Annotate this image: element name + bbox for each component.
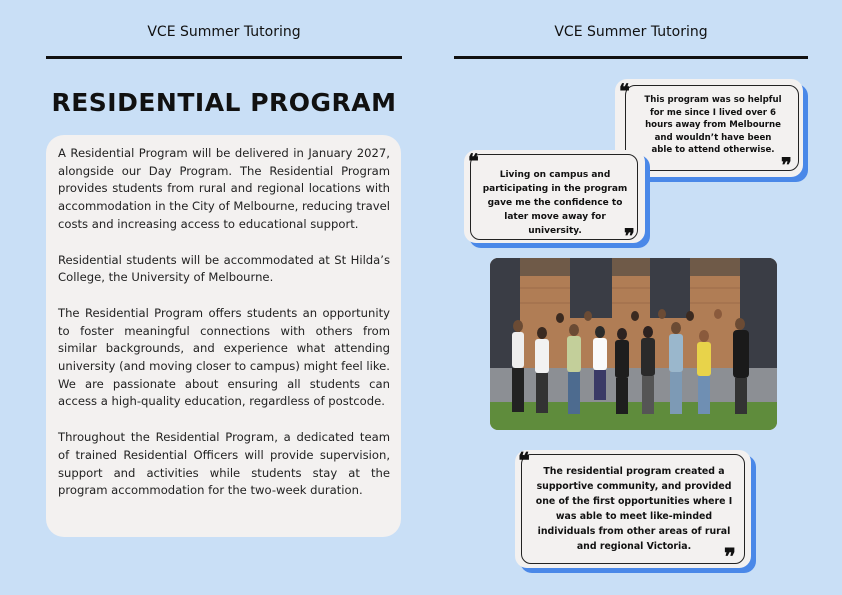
close-quote-icon: ❞	[624, 224, 635, 248]
body-text-card	[46, 135, 401, 537]
group-photo	[490, 258, 777, 430]
right-header-rule	[454, 56, 808, 59]
page-title: RESIDENTIAL PROGRAM	[51, 88, 397, 117]
testimonial-text: Living on campus and participating in the program gave me the confidence to later move away for university.	[482, 170, 628, 236]
testimonial-text: This program was so helpful for me since I lived over 6 hours away from Melbourne and wouldn’t have been able to attend otherwise.	[644, 95, 782, 156]
open-quote-icon: ❝	[518, 448, 530, 474]
left-header-rule	[46, 56, 402, 59]
left-page-header: VCE Summer Tutoring	[147, 24, 301, 40]
body-paragraph: The Residential Program offers students an opportunity to foster meaningful connections with others from similar backgrounds, and experience what attending university (and moving closer to campus) might feel like. We are passionate about ensuring all students can access a high-quality education, regardless of postcode.	[58, 305, 390, 409]
body-paragraph: A Residential Program will be delivered in January 2027, alongside our Day Program. The Residential Program provides students from rural and regional locations with accommodation in the City of Melbourne, reducing travel costs and increasing access to educational support.	[58, 146, 390, 231]
testimonial-card	[515, 450, 751, 568]
open-quote-icon: ❝	[468, 149, 479, 173]
testimonial-card	[464, 149, 645, 248]
body-paragraph: Residential students will be accommodated at St Hilda’s College, the University of Melbourne.	[58, 252, 390, 285]
right-page-header: VCE Summer Tutoring	[554, 24, 708, 40]
open-quote-icon: ❝	[619, 79, 630, 103]
close-quote-icon: ❞	[724, 544, 736, 570]
testimonial-text: The residential program created a supportive community, and provided one of the first opportunities where I was able to meet like-minded individuals from other areas of rural and regional Victoria.	[535, 466, 733, 552]
body-paragraph: Throughout the Residential Program, a dedicated team of trained Residential Officers will provide supervision, support and activities while students stay at the program accommodation for the two-week duration.	[58, 430, 390, 498]
close-quote-icon: ❞	[781, 153, 792, 177]
